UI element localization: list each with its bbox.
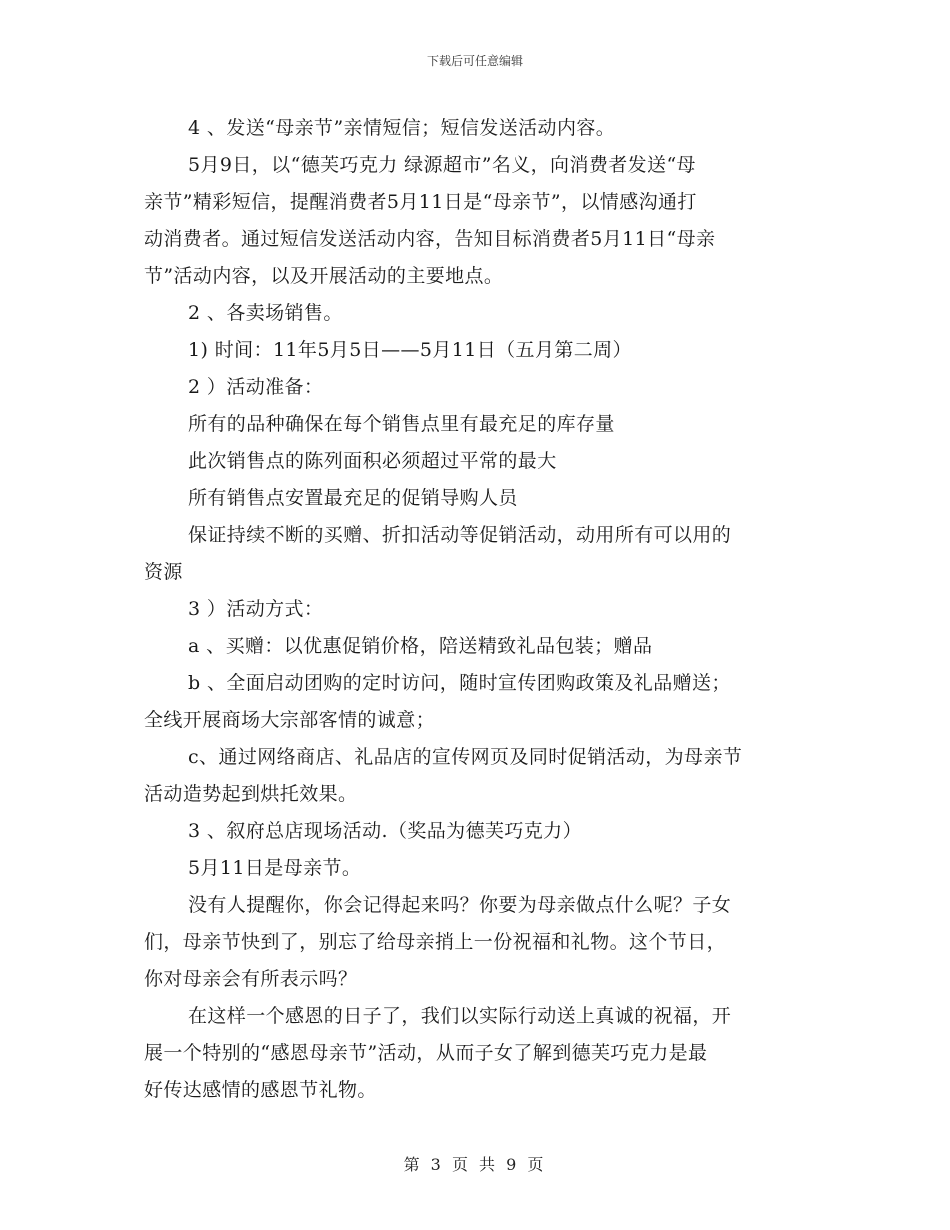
- text-line: b 、全面启动团购的定时访问，随时宣传团购政策及礼品赠送；: [188, 672, 731, 694]
- text-line: 你对母亲会有所表示吗？: [144, 968, 358, 990]
- text-line: 们，母亲节快到了，别忘了给母亲捎上一份祝福和礼物。这个节日，: [144, 931, 727, 953]
- text-line: 此次销售点的陈列面积必须超过平常的最大: [188, 450, 557, 472]
- text-line: 3 、叙府总店现场活动.（奖品为德芙巧克力）: [188, 820, 582, 842]
- text-line: 4 、发送“母亲节”亲情短信；短信发送活动内容。: [188, 117, 616, 139]
- text-line: c、通过网络商店、礼品店的宣传网页及同时促销活动，为母亲节: [188, 746, 743, 768]
- text-line: 在这样一个感恩的日子了，我们以实际行动送上真诚的祝福，开: [188, 1005, 732, 1027]
- text-line: a 、买赠：以优惠促销价格，陪送精致礼品包装；赠品: [188, 635, 653, 657]
- text-line: 所有的品种确保在每个销售点里有最充足的库存量: [188, 413, 615, 435]
- text-line: 亲节”精彩短信，提醒消费者5月11日是“母亲节”，以情感沟通打: [144, 191, 697, 213]
- text-line: 5月9日，以“德芙巧克力 绿源超市”名义，向消费者发送“母: [188, 154, 696, 176]
- text-line: 展一个特别的“感恩母亲节”活动，从而子女了解到德芙巧克力是最: [144, 1042, 708, 1064]
- page-number: 第 3 页 共 9 页: [403, 1155, 547, 1174]
- text-line: 资源: [144, 561, 183, 583]
- text-line: 5月11日是母亲节。: [188, 857, 362, 879]
- text-line: 没有人提醒你，你会记得起来吗？你要为母亲做点什么呢？子女: [188, 894, 732, 916]
- text-line: 节”活动内容，以及开展活动的主要地点。: [144, 265, 504, 287]
- text-line: 好传达感情的感恩节礼物。: [144, 1079, 377, 1101]
- text-line: 2 ）活动准备：: [188, 376, 324, 398]
- text-line: 活动造势起到烘托效果。: [144, 783, 358, 805]
- text-line: 所有销售点安置最充足的促销导购人员: [188, 487, 518, 509]
- text-line: 动消费者。通过短信发送活动内容，告知目标消费者5月11日“母亲: [144, 228, 716, 250]
- text-line: 3 ）活动方式：: [188, 598, 324, 620]
- document-body: [144, 110, 808, 1109]
- text-line: 保证持续不断的买赠、折扣活动等促销活动，动用所有可以用的: [188, 524, 732, 546]
- text-line: 2 、各卖场销售。: [188, 302, 343, 324]
- page-header: 下载后可任意编辑: [426, 54, 523, 68]
- text-line: 全线开展商场大宗部客情的诚意；: [144, 709, 436, 731]
- text-line: 1) 时间：11年5月5日——5月11日（五月第二周）: [188, 339, 632, 361]
